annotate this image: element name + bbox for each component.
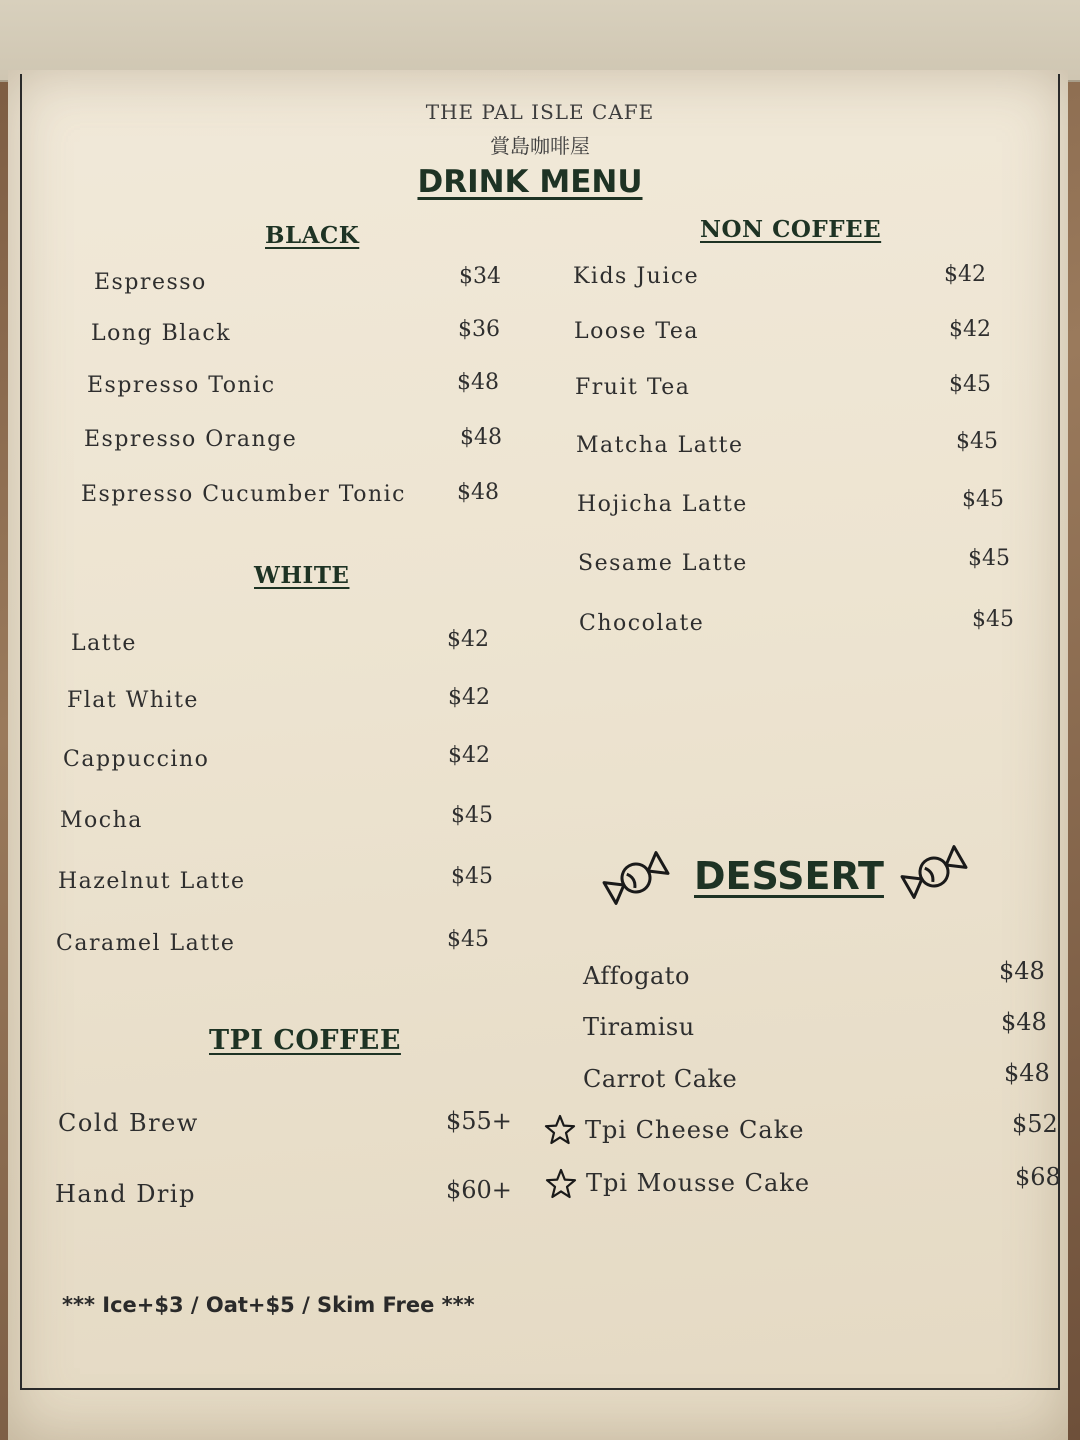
menu-item-price: $68 — [1015, 1163, 1061, 1191]
menu-item-name: Flat White — [67, 688, 199, 713]
menu-item-price: $48 — [999, 957, 1045, 985]
menu-item-name: Hand Drip — [55, 1180, 196, 1208]
menu-item-price: $42 — [949, 317, 991, 342]
menu-item-price: $34 — [459, 264, 501, 289]
menu-item-price: $55+ — [446, 1107, 512, 1135]
menu-item-price: $48 — [457, 480, 499, 505]
menu-item-name: Fruit Tea — [575, 375, 691, 400]
menu-item-name: Espresso — [94, 270, 207, 295]
menu-item-price: $45 — [447, 927, 489, 952]
section-heading-tpi-coffee: TPI COFFEE — [209, 1025, 401, 1056]
menu-item-price: $42 — [447, 627, 489, 652]
menu-item-price: $45 — [972, 607, 1014, 632]
menu-item-name: Long Black — [91, 321, 232, 346]
section-heading-black: BLACK — [265, 222, 360, 249]
candy-icon — [600, 842, 672, 914]
menu-item-name: Tpi Mousse Cake — [586, 1169, 811, 1197]
menu-item-name: Sesame Latte — [578, 551, 748, 576]
menu-item-price: $42 — [448, 685, 490, 710]
menu-item-price: $48 — [1004, 1059, 1050, 1087]
menu-item-name: Kids Juice — [573, 264, 700, 289]
menu-item-name: Espresso Cucumber Tonic — [81, 482, 406, 507]
menu-item-price: $48 — [457, 370, 499, 395]
menu-item-price: $60+ — [446, 1176, 512, 1204]
menu-item-price: $45 — [956, 429, 998, 454]
menu-item-name: Espresso Tonic — [87, 373, 276, 398]
menu-item-name: Carrot Cake — [583, 1065, 738, 1093]
star-icon — [545, 1168, 577, 1200]
menu-item-name: Cappuccino — [63, 747, 210, 772]
menu-item-name: Latte — [71, 631, 137, 656]
menu-item-price: $42 — [944, 262, 986, 287]
menu-item-price: $48 — [1001, 1008, 1047, 1036]
menu-item-name: Affogato — [583, 962, 690, 990]
menu-item-name: Espresso Orange — [84, 427, 298, 452]
menu-item-name: Mocha — [60, 808, 143, 833]
menu-item-name: Tpi Cheese Cake — [585, 1116, 805, 1144]
menu-item-price: $36 — [458, 317, 500, 342]
menu-item-price: $45 — [949, 372, 991, 397]
cafe-name: THE PAL ISLE CAFE — [425, 100, 655, 124]
add-on-footnote: *** Ice+$3 / Oat+$5 / Skim Free *** — [62, 1293, 475, 1317]
star-icon — [544, 1114, 576, 1146]
candy-icon — [898, 836, 970, 908]
menu-item-name: Chocolate — [579, 611, 705, 636]
menu-item-name: Hojicha Latte — [577, 492, 748, 517]
menu-item-price: $45 — [962, 487, 1004, 512]
menu-item-price: $45 — [451, 803, 493, 828]
menu-item-name: Matcha Latte — [576, 433, 744, 458]
menu-item-name: Caramel Latte — [56, 931, 236, 956]
menu-item-name: Cold Brew — [58, 1109, 199, 1137]
menu-item-price: $42 — [448, 743, 490, 768]
menu-item-price: $52 — [1012, 1110, 1058, 1138]
menu-item-name: Tiramisu — [583, 1013, 695, 1041]
menu-item-price: $45 — [968, 546, 1010, 571]
menu-item-name: Hazelnut Latte — [58, 869, 246, 894]
cafe-name-chinese: 賞島咖啡屋 — [490, 134, 590, 158]
menu-item-name: Loose Tea — [574, 319, 700, 344]
menu-item-price: $45 — [451, 864, 493, 889]
section-heading-non-coffee: NON COFFEE — [700, 216, 882, 243]
section-heading-dessert: DESSERT — [694, 854, 884, 898]
menu-title: DRINK MENU — [417, 164, 643, 200]
section-heading-white: WHITE — [254, 562, 350, 589]
menu-item-price: $48 — [460, 425, 502, 450]
